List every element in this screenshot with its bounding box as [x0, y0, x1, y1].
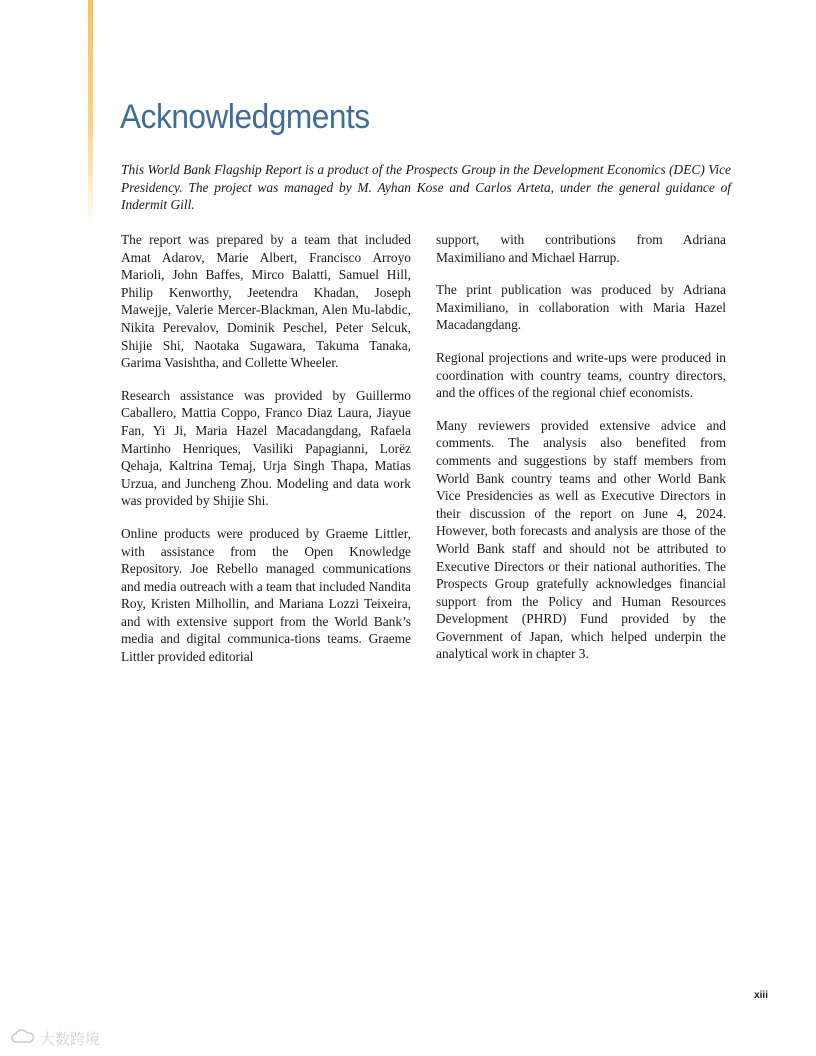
body-paragraph: Regional projections and write-ups were produced in coordination with country teams, country directors, and the offices of the regional chief economists. — [436, 349, 726, 401]
cloud-logo-icon — [10, 1029, 36, 1049]
body-paragraph: Online products were produced by Graeme Littler, with assistance from the Open Knowledge Repository. Joe Rebello managed communications and media outreach with a team that included Nandita Roy, Kristen Milhollin, and Mariana Lozzi Teixeira, and with extensive support from the World Bank’s media and digital communica-tions teams. Graeme Littler provided editorial — [121, 525, 411, 665]
watermark — [10, 1028, 100, 1049]
body-paragraph: support, with contributions from Adriana Maximiliano and Michael Harrup. — [436, 232, 726, 265]
intro-paragraph: This World Bank Flagship Report is a product of the Prospects Group in the Development Economics (DEC) Vice Presidency. The project was managed by M. Ayhan Kose and Carlos Arteta, under the general guidance of Indermit Gill. — [121, 162, 731, 213]
body-paragraph: Research assistance was provided by Guillermo Caballero, Mattia Coppo, Franco Diaz Laura, Jiayue Fan, Yi Ji, Maria Hazel Macadangdang, Rafaela Martinho Henriques, Vasiliki Papagianni, Lorëz Qehaja, Kaltrina Temaj, Urja Singh Thapa, Matias Urzua, and Juncheng Zhou. Modeling and data work was provided by Shijie Shi. — [121, 387, 411, 509]
body-paragraph: The report was prepared by a team that included Amat Adarov, Marie Albert, Francisco Arroyo Marioli, John Baffes, Mirco Balatti, Samuel Hill, Philip Kenworthy, Jeetendra Khadan, Joseph Mawejje, Valerie Mercer-Blackman, Alen Mu-labdic, Nikita Perevalov, Dominik Peschel, Peter Selcuk, Shijie Shi, Naotaka Sugawara, Takuma Tanaka, Garima Vasishtha, and Collette Wheeler. — [121, 232, 411, 371]
left-column — [121, 231, 411, 681]
watermark-text: 大数跨境 — [40, 1030, 101, 1048]
page-title: Acknowledgments — [120, 98, 370, 136]
accent-bar — [88, 0, 93, 230]
right-column — [436, 231, 726, 678]
body-paragraph: Many reviewers provided extensive advice and comments. The analysis also benefited from comments and suggestions by staff members from World Bank country teams and other World Bank Vice Presidencies as well as Executive Directors in their discussion of the report on June 4, 2024. However, both forecasts and analysis are those of the World Bank staff and should not be attributed to Executive Directors or their national authorities. The Prospects Group gratefully acknowledges financial support from the Policy and Human Resources Development (PHRD) Fund provided by the Government of Japan, which helped underpin the analytical work in chapter 3. — [436, 417, 726, 662]
body-paragraph: The print publication was produced by Adriana Maximiliano, in collaboration with Maria Hazel Macadangdang. — [436, 282, 726, 333]
page-number: xiii — [754, 990, 768, 1001]
